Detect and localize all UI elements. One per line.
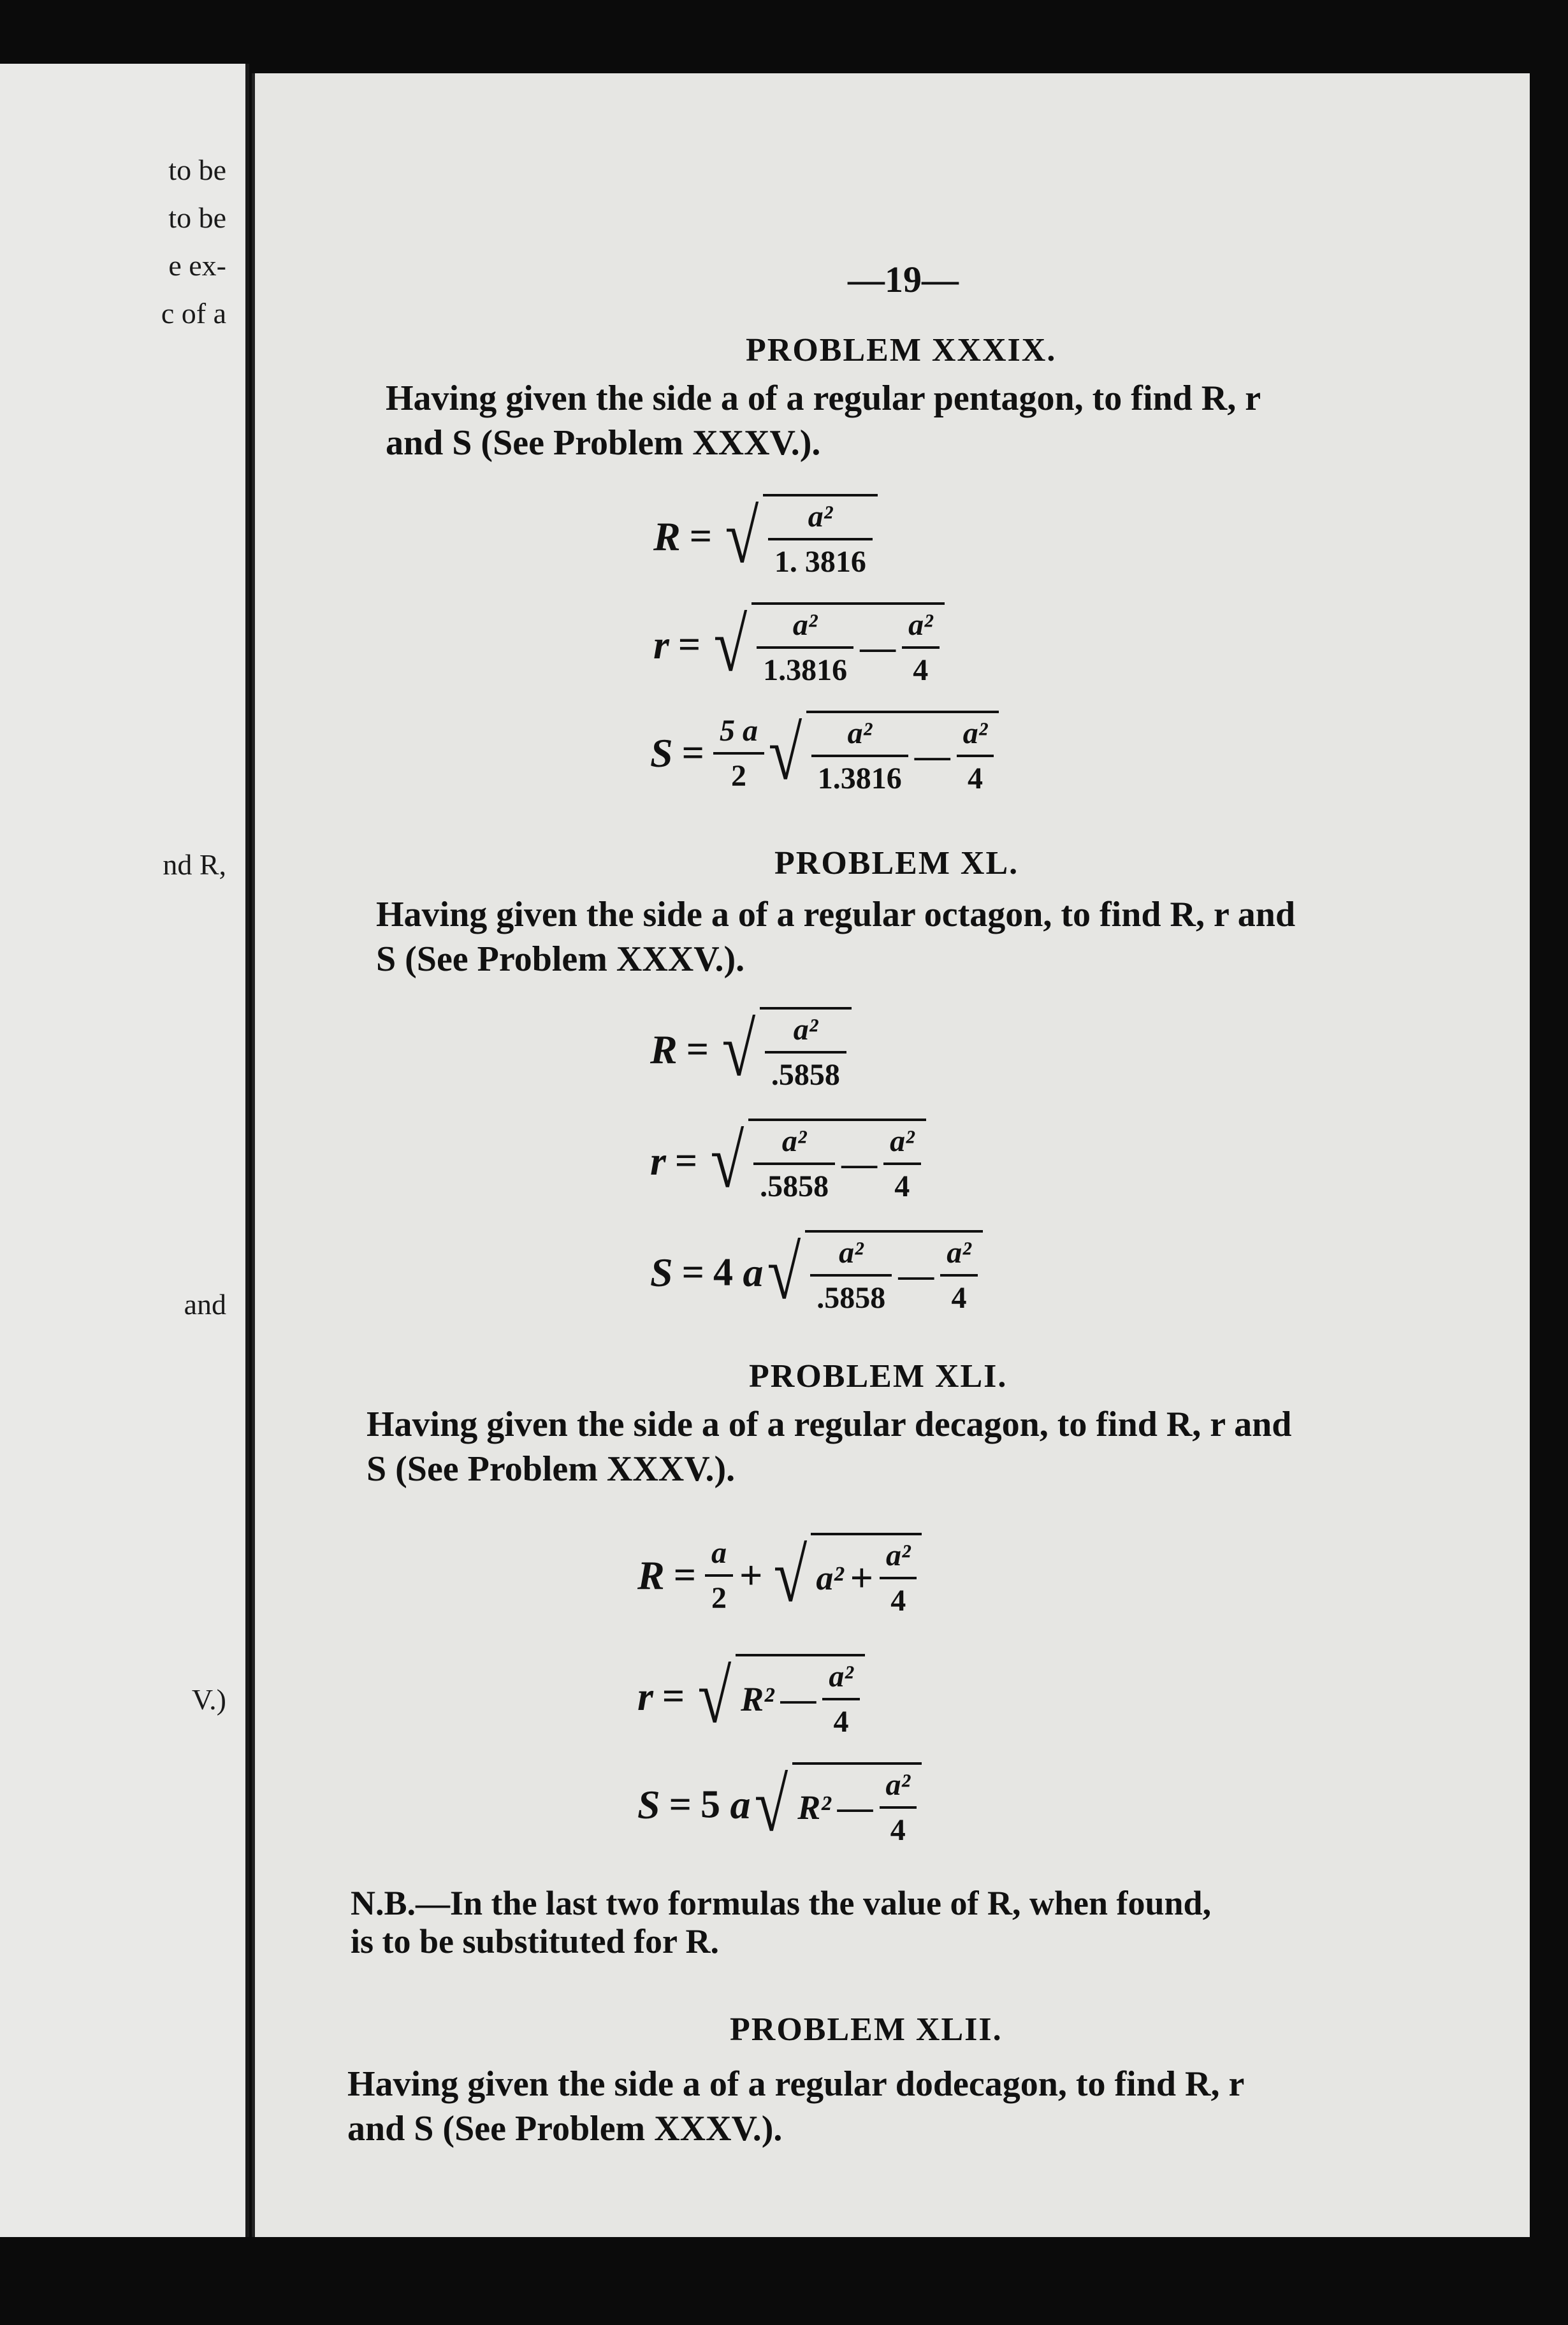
problem-text-line: Having given the side a of a regular dodecagon, to find R, r [347, 2064, 1245, 2104]
problem-heading: PROBLEM XLII. [730, 2011, 1003, 2048]
problem-text-line: Having given the side a of a regular decagon, to find R, r and [367, 1405, 1292, 1444]
formula-R: R = $\frac{a}{2}$ + √ a² + $\frac{\text{a²}}{4}$ [637, 1533, 922, 1618]
problem-text-line: S (See Problem XXXV.). [367, 1449, 736, 1489]
facing-page-fragment [0, 64, 249, 2237]
facing-page-line: nd R, [163, 848, 226, 881]
formula-S: S = 5 a√ R² — $\frac{\text{a²}}{4}$ [637, 1762, 922, 1848]
formula-r: r = √ $\frac{\text{a²}}{.5858}$ — $\frac{\text{a²}}{4}$ [650, 1119, 926, 1204]
book-page [252, 73, 1530, 2237]
problem-text-line: Having given the side a of a regular octagon, to find R, r and [376, 895, 1296, 934]
problem-text-line: S (See Problem XXXV.). [376, 939, 745, 979]
problem-text-line: and S (See Problem XXXV.). [347, 2109, 783, 2148]
problem-heading: PROBLEM XL. [774, 845, 1019, 881]
facing-page-line: and [184, 1288, 226, 1321]
facing-page-line: c of a [161, 297, 226, 330]
page-number: —19— [848, 259, 959, 300]
note-line: is to be substituted for R. [351, 1922, 720, 1960]
problem-text-line: Having given the side a of a regular pentagon, to find R, r [386, 379, 1261, 418]
facing-page-line: V.) [191, 1683, 226, 1716]
formula-r: r = √ R² — $\frac{\text{a²}}{4}$ [637, 1654, 865, 1739]
facing-page-line: e ex- [168, 249, 226, 282]
formula-S: S = $\frac{5 a}{2}$ √ $\frac{\text{a²}}{1.3816}$ — $\frac{\text{a²}}{4}$ [650, 711, 999, 796]
formula-R: R = √ $\frac{\text{a²}}{.5858}$ [650, 1007, 852, 1092]
formula-S: S = 4 a√ $\frac{\text{a²}}{.5858}$ — $\frac{\text{a²}}{4}$ [650, 1230, 983, 1315]
problem-text-line: and S (See Problem XXXV.). [386, 423, 821, 463]
note-line: N.B.—In the last two formulas the value of R, when found, [351, 1884, 1212, 1922]
problem-heading: PROBLEM XXXIX. [746, 332, 1057, 368]
facing-page-line: to be [168, 201, 226, 234]
formula-R: R = √ $\frac{\text{a²}}{1. 3816}$ [653, 494, 878, 579]
formula-r: r = √ $\frac{\text{a²}}{1.3816}$ — $\frac{\text{a²}}{4}$ [653, 602, 945, 688]
facing-page-line: to be [168, 154, 226, 186]
problem-heading: PROBLEM XLI. [749, 1358, 1008, 1394]
